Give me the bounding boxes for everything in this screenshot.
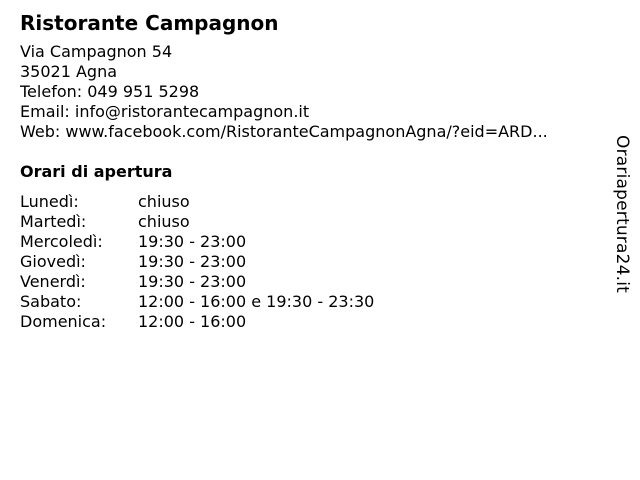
- business-card: [20, 10, 605, 332]
- hours-row-monday: [20, 192, 605, 212]
- hours-title: Orari di apertura: [20, 162, 173, 181]
- day-hours: 12:00 - 16:00: [138, 312, 247, 331]
- day-hours: 19:30 - 23:00: [138, 252, 247, 271]
- day-label: Giovedì:: [20, 252, 86, 271]
- hours-row-tuesday: [20, 212, 605, 232]
- address-city: 35021 Agna: [20, 62, 118, 81]
- day-label: Mercoledì:: [20, 232, 103, 251]
- day-label: Martedì:: [20, 212, 87, 231]
- phone-number[interactable]: 049 951 5298: [87, 82, 200, 101]
- hours-row-thursday: [20, 252, 605, 272]
- hours-row-friday: [20, 272, 605, 292]
- day-hours: chiuso: [138, 192, 190, 211]
- hours-row-wednesday: [20, 232, 605, 252]
- email-line: [20, 102, 605, 122]
- business-name: Ristorante Campagnon: [20, 11, 279, 35]
- day-label: Sabato:: [20, 292, 82, 311]
- hours-table: [20, 192, 605, 332]
- day-hours: 19:30 - 23:00: [138, 232, 247, 251]
- day-hours: 12:00 - 16:00 e 19:30 - 23:30: [138, 292, 375, 311]
- web-line: [20, 122, 605, 142]
- day-label: Lunedì:: [20, 192, 79, 211]
- phone-line: [20, 82, 605, 102]
- hours-row-sunday: [20, 312, 605, 332]
- email-label: Email:: [20, 102, 70, 121]
- day-label: Domenica:: [20, 312, 107, 331]
- site-brand-vertical: Orariapertura24.it: [612, 135, 632, 294]
- hours-row-saturday: [20, 292, 605, 312]
- day-label: Venerdì:: [20, 272, 86, 291]
- address-street: Via Campagnon 54: [20, 42, 173, 61]
- day-hours: 19:30 - 23:00: [138, 272, 247, 291]
- web-label: Web:: [20, 122, 61, 141]
- web-link[interactable]: www.facebook.com/RistoranteCampagnonAgna/?eid=ARD...: [65, 122, 548, 141]
- phone-label: Telefon:: [20, 82, 83, 101]
- email-link[interactable]: info@ristorantecampagnon.it: [74, 102, 310, 121]
- day-hours: chiuso: [138, 212, 190, 231]
